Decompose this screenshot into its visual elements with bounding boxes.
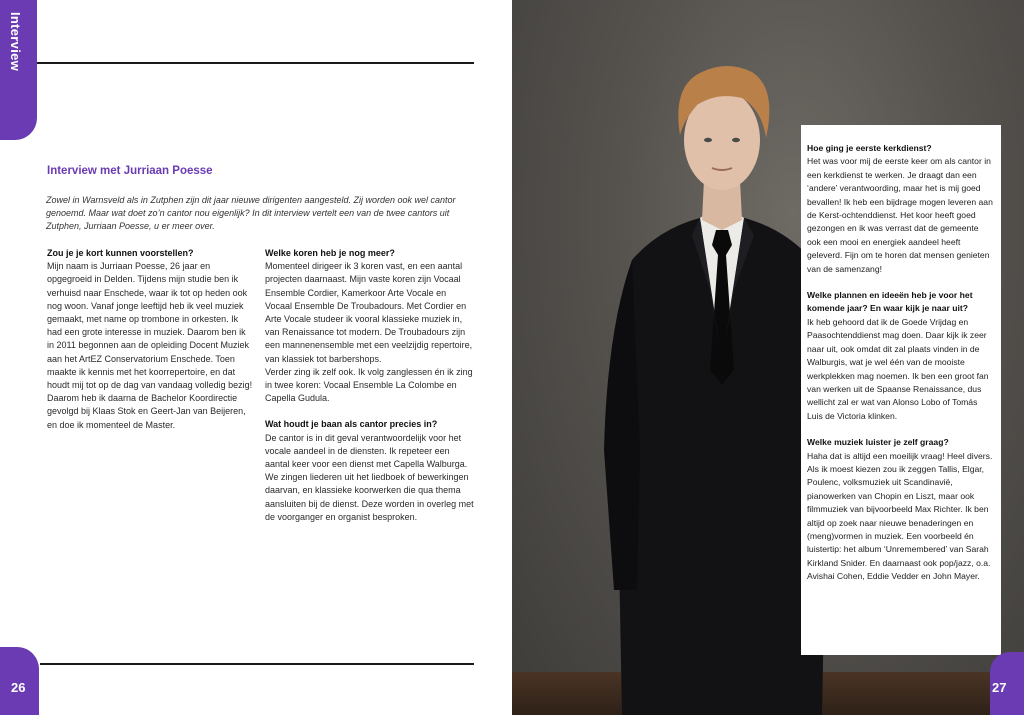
bottom-rule xyxy=(40,663,474,665)
page-number-left: 26 xyxy=(11,680,26,695)
question-heading: Welke muziek luister je zelf graag? xyxy=(807,437,949,448)
question-heading: Welke koren heb je nog meer? xyxy=(265,248,395,258)
top-rule xyxy=(37,62,474,64)
answer-text: Haha dat is altijd een moeilijk vraag! Heel divers. Als ik moest kiezen zou ik zeggen Tallis, Elgar, Poulenc, volksmuziek uit Scandinavië, pianowerken van Chopin en Liszt, maar ook filmmuziek van bijvoorbeeld Max Richter. Ik ben altijd op zoek naar nieuwe benaderingen en (meng)vormen in muziek. Een voorbeeld én luistertip: het album ‘Unremembered’ van Sarah Kirkland Snider. En daarnaast ook pop/jazz, o.a. Avishai Cohen, Eddie Vedder en John Mayer. xyxy=(807,450,993,582)
question-heading: Zou je je kort kunnen voorstellen? xyxy=(47,248,194,258)
column-1 xyxy=(47,247,253,432)
answer-text: Het was voor mij de eerste keer om als cantor in een kerkdienst te werken. Je draagt dan een ‘andere’ verantwoording, maar het is mij goed bevallen! Ik heb een bijdrage mogen leveren aan de Kerst-ochtenddienst. Het koor heeft goed gezongen en ik was verrast dat de gemeente ook een mooi en energiek aandeel heeft geleverd. Fijn om te horen dat mensen genieten van de samenzang! xyxy=(807,156,993,274)
question-heading: Hoe ging je eerste kerkdienst? xyxy=(807,143,932,153)
article-title: Interview met Jurriaan Poesse xyxy=(47,165,213,177)
question-heading: Welke plannen en ideeën heb je voor het komende jaar? En waar kijk je naar uit? xyxy=(807,290,973,314)
question-heading: Wat houdt je baan als cantor precies in? xyxy=(265,419,438,430)
answer-text: Mijn naam is Jurriaan Poesse, 26 jaar en opgegroeid in Delden. Tijdens mijn studie ben ik verhuisd naar Enschede, waar ik tot op heden ook nog woon. Vanaf jonge leeftijd heb ik veel muziek gemaakt, met name op trombone in orkesten. Ik had een grote interesse in muziek. Daarom ben ik in 2011 begonnen aan de opleiding Docent Muziek aan het ArtEZ Conservatorium Enschede. Toen maakte ik kennis met het koorrepertoire, en dat houdt mij tot op de dag van vandaag volledig bezig! Daarom heb ik daarna de Bachelor Koordirectie gevolgd bij Klaas Stok en Geert-Jan van Beijeren, en doe ik momenteel de Master. xyxy=(47,261,253,430)
spacer xyxy=(807,276,993,289)
right-page xyxy=(512,0,1024,715)
article-intro: Zowel in Warnsveld als in Zutphen zijn dit jaar nieuwe dirigenten aangesteld. Zij worden ook wel cantor genoemd. Maar wat doet zo’n cantor nou eigenlijk? In dit interview vertelt een van de twee cantors uit Zutphen, Jurriaan Poesse, u er meer over. xyxy=(46,195,456,231)
column-2 xyxy=(265,247,475,524)
section-tab xyxy=(0,0,37,140)
spacer xyxy=(265,405,475,418)
answer-text: Momenteel dirigeer ik 3 koren vast, en een aantal projecten daarnaast. Mijn vaste koren zijn Vocaal Ensemble Cordier, Kamerkoor Arte Vocale en Vocaal Ensemble De Troubadours. Met Cordier en Arte Vocale studeer ik vooral klassieke muziek in, van Renaissance tot modern. De Troubadours zijn een mannenensemble met een veelzijdig repertoire, van klassiek tot barbershops. Verder zing ik zelf ook. Ik volg zanglessen én ik zing in twee koren: Vocaal Ensemble La Colombe en Capella Gudula. xyxy=(265,261,473,404)
answer-text: De cantor is in dit geval verantwoordelijk voor het vocale aandeel in de diensten. Ik repeteer een aantal keer voor een dienst met Capella Walburga. We zingen liederen uit het liedboek of bewerkingen daarvan, en klassieke koorwerken die qua thema aansluiten bij de dienst. Deze worden in overleg met de voorganger en organist besproken. xyxy=(265,432,474,522)
section-tab-label: Interview xyxy=(8,12,23,72)
interview-text-box xyxy=(801,125,1001,655)
spacer xyxy=(807,423,993,436)
answer-text: Ik heb gehoord dat ik de Goede Vrijdag en Paasochtenddienst mag doen. Daar kijk ik zeer naar uit, ook omdat dit zal plaats vinden in de Walburgis, wat je wel één van de mooiste werkplekken mag noemen. Ik ben een groot fan van werken uit de Spaanse Renaissance, dus wellicht zal er wat van Alonso Lobo of Tomás Luis de Victoria klinken. xyxy=(807,316,989,421)
page-number-right: 27 xyxy=(992,680,1007,695)
